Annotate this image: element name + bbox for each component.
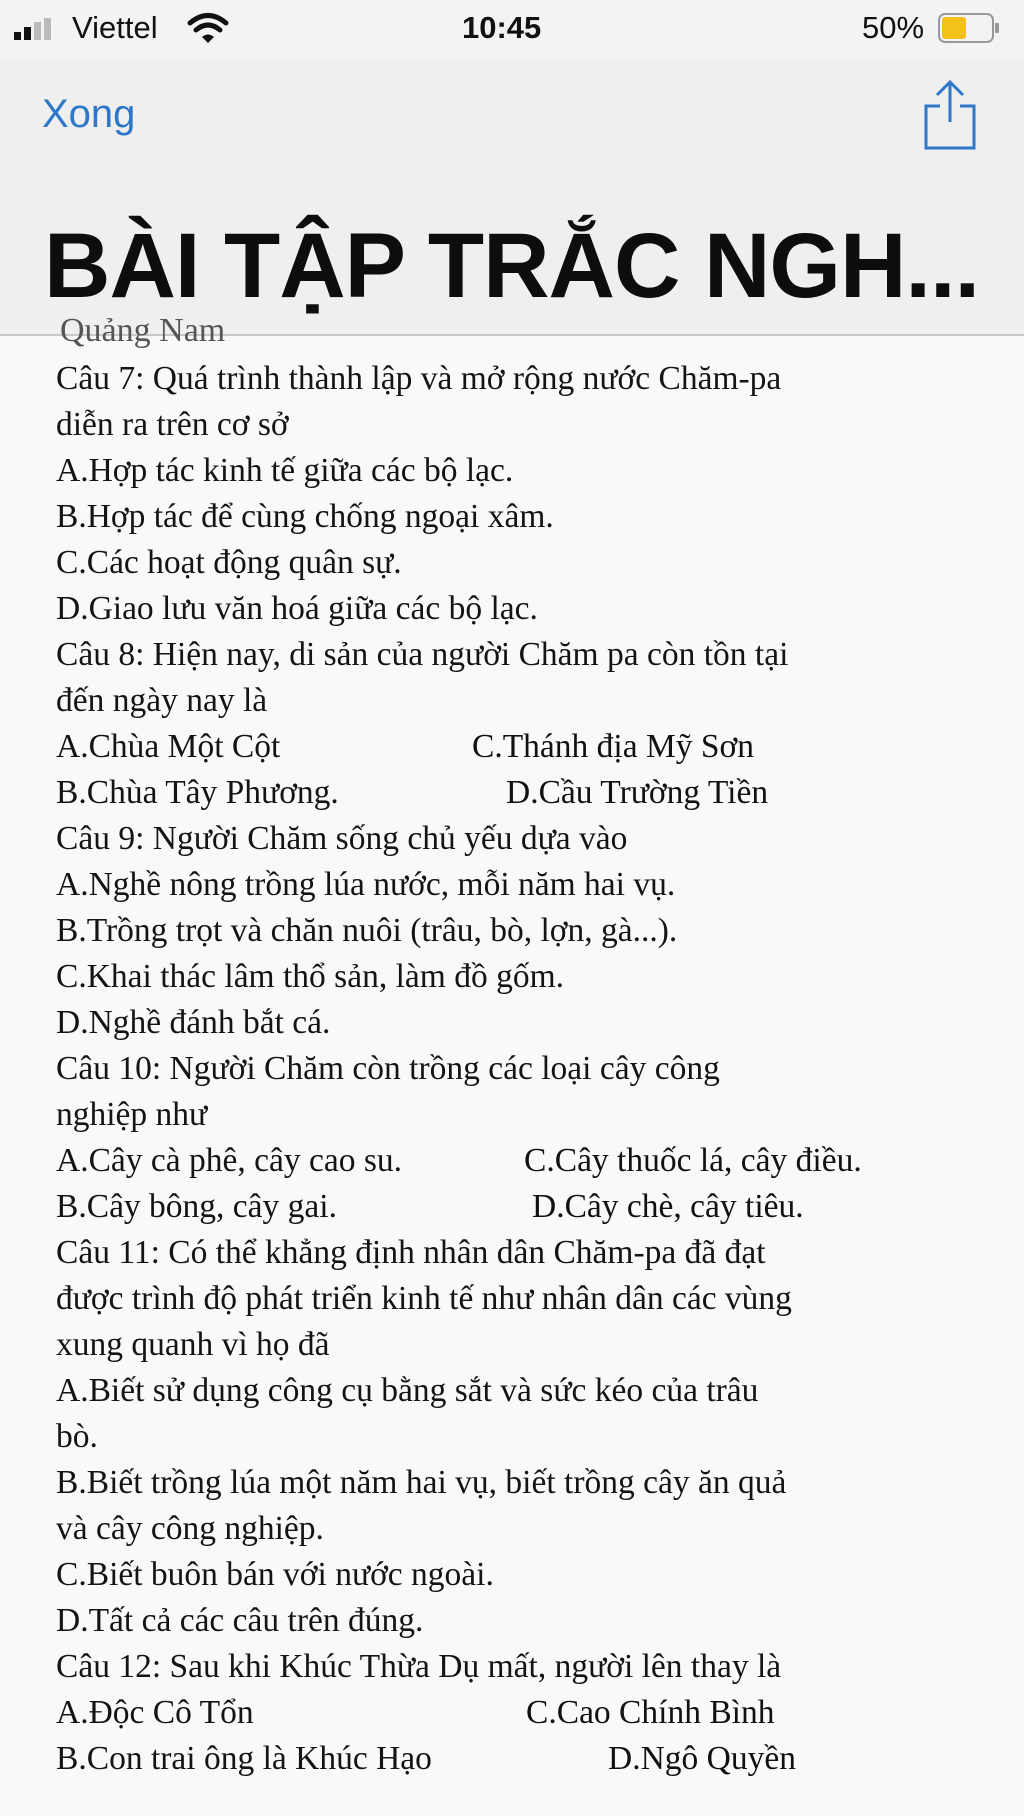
question-9-line-1: Câu 9: Người Chăm sống chủ yếu dựa vào [56,820,628,857]
question-7-option-d: D.Giao lưu văn hoá giữa các bộ lạc. [56,590,538,627]
battery-percent: 50% [862,10,925,45]
question-12-option-c: C.Cao Chính Bình [526,1694,775,1731]
share-icon [920,76,980,150]
question-7-line-2: diễn ra trên cơ sở [56,406,289,443]
wifi-icon [188,12,228,44]
status-bar [0,0,1024,58]
question-10-option-c: C.Cây thuốc lá, cây điều. [524,1142,862,1179]
question-12-line-1: Câu 12: Sau khi Khúc Thừa Dụ mất, người lên thay là [56,1648,782,1685]
question-8-line-2: đến ngày nay là [56,682,268,719]
question-11-option-b-line-2: và cây công nghiệp. [56,1510,324,1547]
question-10-line-1: Câu 10: Người Chăm còn trồng các loại cây công [56,1050,720,1087]
question-9-option-c: C.Khai thác lâm thổ sản, làm đồ gốm. [56,958,564,995]
question-9-option-b: B.Trồng trọt và chăn nuôi (trâu, bò, lợn, gà...). [56,912,678,949]
share-button[interactable] [920,76,980,150]
question-11-line-1: Câu 11: Có thể khẳng định nhân dân Chăm-pa đã đạt [56,1234,766,1271]
question-11-option-a-line-2: bò. [56,1418,98,1455]
document-page[interactable] [0,312,1024,1816]
question-12-option-b: B.Con trai ông là Khúc Hạo [56,1740,432,1777]
clock: 10:45 [462,10,542,45]
question-9-option-a: A.Nghề nông trồng lúa nước, mỗi năm hai vụ. [56,866,676,903]
question-7-option-c: C.Các hoạt động quân sự. [56,544,402,581]
question-10-option-d: D.Cây chè, cây tiêu. [532,1188,804,1225]
battery-icon [938,13,1000,43]
question-8-option-b: B.Chùa Tây Phương. [56,774,339,811]
question-11-option-b-line-1: B.Biết trồng lúa một năm hai vụ, biết trồng cây ăn quả [56,1464,787,1501]
battery-fill [942,17,966,39]
question-11-line-3: xung quanh vì họ đã [56,1326,330,1363]
nav-bar [0,58,1024,336]
question-7-line-1: Câu 7: Quá trình thành lập và mở rộng nước Chăm-pa [56,360,782,397]
question-11-option-a-line-1: A.Biết sử dụng công cụ bằng sắt và sức kéo của trâu [56,1372,759,1409]
question-8-option-c: C.Thánh địa Mỹ Sơn [472,728,754,765]
question-11-line-2: được trình độ phát triển kinh tế như nhân dân các vùng [56,1280,792,1317]
question-11-option-d: D.Tất cả các câu trên đúng. [56,1602,424,1639]
signal-icon [14,18,60,40]
done-button[interactable]: Xong [42,92,136,136]
question-8-option-a: A.Chùa Một Cột [56,728,281,765]
question-10-option-b: B.Cây bông, cây gai. [56,1188,337,1225]
question-7-option-a: A.Hợp tác kinh tế giữa các bộ lạc. [56,452,514,489]
question-9-option-d: D.Nghề đánh bắt cá. [56,1004,331,1041]
question-12-option-a: A.Độc Cô Tổn [56,1694,254,1731]
document-title: BÀI TẬP TRẮC NGH... [44,215,980,317]
question-10-line-2: nghiệp như [56,1096,208,1133]
question-8-option-d: D.Cầu Trường Tiền [506,774,769,811]
question-10-option-a: A.Cây cà phê, cây cao su. [56,1142,403,1179]
cut-off-line: Quảng Nam [60,312,226,349]
question-11-option-c: C.Biết buôn bán với nước ngoài. [56,1556,494,1593]
question-12-option-d: D.Ngô Quyền [608,1740,796,1777]
carrier-name: Viettel [72,10,158,45]
question-7-option-b: B.Hợp tác để cùng chống ngoại xâm. [56,498,554,535]
question-8-line-1: Câu 8: Hiện nay, di sản của người Chăm pa còn tồn tại [56,636,789,673]
